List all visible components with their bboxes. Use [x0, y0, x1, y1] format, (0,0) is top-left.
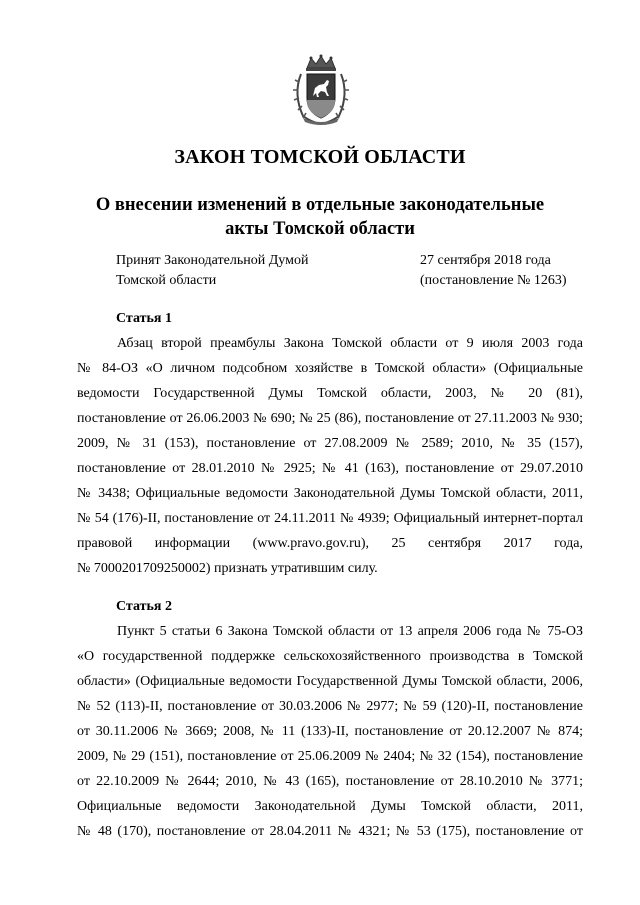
adoption-authority-line-2: Томской области: [116, 273, 217, 288]
article-1-line: правовой информации (www.pravo.gov.ru), 25 сентября 2017 года,: [77, 536, 583, 551]
article-1-line: Абзац второй преамбулы Закона Томской области от 9 июля 2003 года: [117, 336, 583, 351]
article-2-line: 2009, № 29 (151), постановление от 25.06.2009 № 2404; № 32 (154), постановление: [77, 749, 583, 764]
article-1-line: постановление от 26.06.2003 № 690; № 25 (86), постановление от 27.11.2003 № 930;: [77, 411, 583, 426]
adoption-authority-line-1: Принят Законодательной Думой: [116, 253, 309, 268]
law-title: ЗАКОН ТОМСКОЙ ОБЛАСТИ: [174, 146, 466, 168]
law-subtitle-line-2: акты Томской области: [225, 219, 415, 239]
article-1-line: № 54 (176)-II, постановление от 24.11.2011 № 4939; Официальный интернет-портал: [77, 511, 583, 526]
article-2-line: области» (Официальные ведомости Государственной Думы Томской области, 2006,: [77, 674, 583, 689]
article-2-line: Пункт 5 статьи 6 Закона Томской области от 13 апреля 2006 года № 75-ОЗ: [117, 624, 583, 639]
law-subtitle-line-1: О внесении изменений в отдельные законодательные: [95, 195, 545, 215]
article-2-line: Официальные ведомости Законодательной Думы Томской области, 2011,: [77, 799, 583, 814]
article-1-line: № 7000201709250002) признать утратившим силу.: [77, 561, 378, 576]
article-1-line: № 84-ОЗ «О личном подсобном хозяйстве в Томской области» (Официальные: [77, 361, 583, 376]
article-2-line: № 48 (170), постановление от 28.04.2011 № 4321; № 53 (175), постановление от: [77, 824, 583, 839]
article-1-line: 2009, № 31 (153), постановление от 27.08.2009 № 2589; 2010, № 35 (157),: [77, 436, 583, 451]
law-subtitle: [60, 193, 580, 241]
article-2-line: № 52 (113)-II, постановление от 30.03.2006 № 2977; № 59 (120)-II, постановление: [77, 699, 583, 714]
article-2-line: «О государственной поддержке сельскохозяйственного производства в Томской: [77, 649, 583, 664]
article-2-body: [77, 619, 583, 844]
article-1-line: № 3438; Официальные ведомости Законодательной Думы Томской области, 2011,: [77, 486, 583, 501]
article-1-body: [77, 331, 583, 581]
article-2-heading: Статья 2: [116, 599, 172, 614]
adoption-date: [420, 251, 600, 291]
resolution-number-line: (постановление № 1263): [420, 273, 567, 288]
article-1-heading: Статья 1: [116, 311, 172, 326]
adoption-authority: [116, 251, 376, 291]
article-1-line: ведомости Государственной Думы Томской области, 2003, № 20 (81),: [77, 386, 583, 401]
article-2-line: от 30.11.2006 № 3669; 2008, № 11 (133)-II, постановление от 20.12.2007 № 874;: [77, 724, 583, 739]
article-1-line: постановление от 28.01.2010 № 2925; № 41 (163), постановление от 29.07.2010: [77, 461, 583, 476]
article-2-line: от 22.10.2009 № 2644; 2010, № 43 (165), постановление от 28.10.2010 № 3771;: [77, 774, 583, 789]
adoption-date-line: 27 сентября 2018 года: [420, 253, 551, 268]
tomsk-oblast-coat-of-arms-icon: [291, 54, 351, 126]
